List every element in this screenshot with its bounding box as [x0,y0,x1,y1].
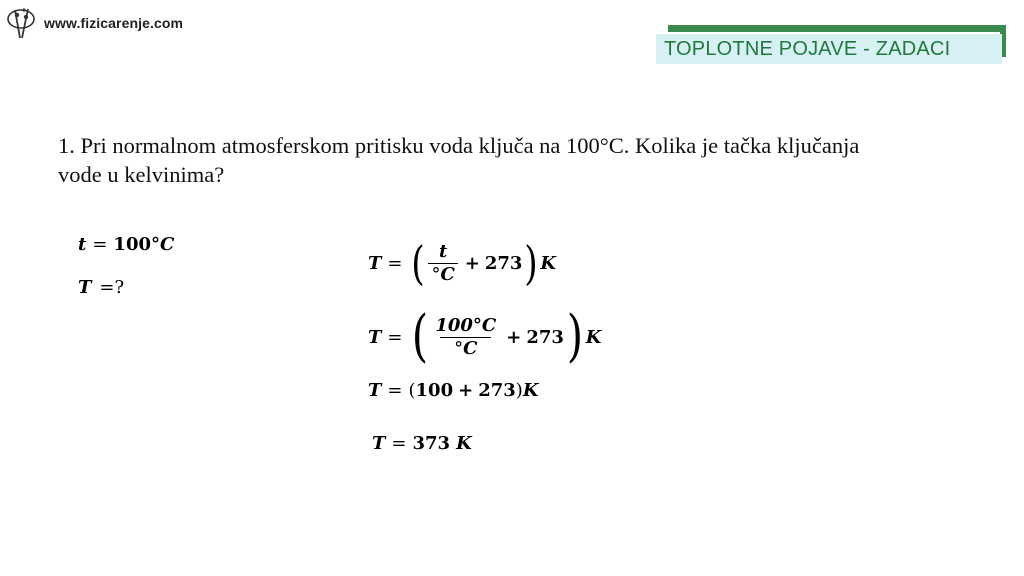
physics-compass-icon [6,6,42,40]
plus-sign: + [464,252,480,274]
degree-symbol: ° [431,263,441,285]
step2-lhs: T [368,326,382,348]
equals-sign: = [387,252,403,274]
degree-symbol: ° [454,337,464,359]
equals-sign: = [391,433,407,454]
left-paren: ( [410,236,425,290]
step3-lhs: T [368,380,382,401]
unknown-T-var: T [78,277,92,298]
step3-value-a: 100 [415,380,454,401]
step1-constant: 273 [484,252,523,274]
logo-text: www.fizicarenje.com [44,15,184,31]
plus-sign: + [506,326,522,348]
right-paren: ) [515,379,523,401]
right-paren: ) [566,304,584,369]
plus-sign: + [458,380,474,401]
equals-sign: = [92,234,108,255]
equals-sign: = [387,326,403,348]
step3-unit: K [522,380,539,401]
right-paren: ) [524,236,539,290]
equals-sign: = [387,380,403,401]
step1-fraction [428,242,457,285]
problem-line-2: vode u kelvinima? [58,162,225,187]
step2-frac-numerator [432,316,499,337]
formula-step-3 [368,380,538,401]
step2-fraction [432,316,499,359]
unknown-marker: =? [99,277,125,298]
problem-statement [58,131,978,189]
site-logo[interactable] [6,6,183,40]
step1-frac-numerator: t [438,240,448,262]
step1-den-unit: C [440,263,455,285]
step1-lhs: T [368,252,382,274]
given-t-value: 100° [113,234,160,255]
section-title: TOPLOTNE POJAVE - ZADACI [656,34,1002,64]
section-title-badge [656,25,1014,65]
step2-unit: K [585,326,602,348]
step3-value-b: 273 [478,380,516,401]
title-accent-bar-top [668,25,1006,32]
given-t-unit: C [160,234,175,255]
result-unit: K [456,433,472,454]
formula-result [372,433,472,454]
formula-step-1 [368,236,556,290]
unknown-temperature [78,277,124,298]
result-lhs: T [372,433,386,454]
left-paren: ( [408,379,416,401]
left-paren: ( [411,304,428,369]
step2-frac-denominator [440,337,491,359]
result-value: 373 [412,433,451,454]
step1-frac-denominator [428,263,457,285]
step2-den-unit: C [463,337,478,359]
given-t-var: t [78,234,87,255]
step1-unit: K [540,252,557,274]
given-temperature [78,234,174,255]
step2-num-value: 100°C [435,314,497,336]
problem-line-1: 1. Pri normalnom atmosferskom pritisku voda ključa na 100°C. Kolika je tačka ključanja [58,133,860,158]
formula-step-2 [368,306,601,368]
step2-constant: 273 [526,326,564,348]
